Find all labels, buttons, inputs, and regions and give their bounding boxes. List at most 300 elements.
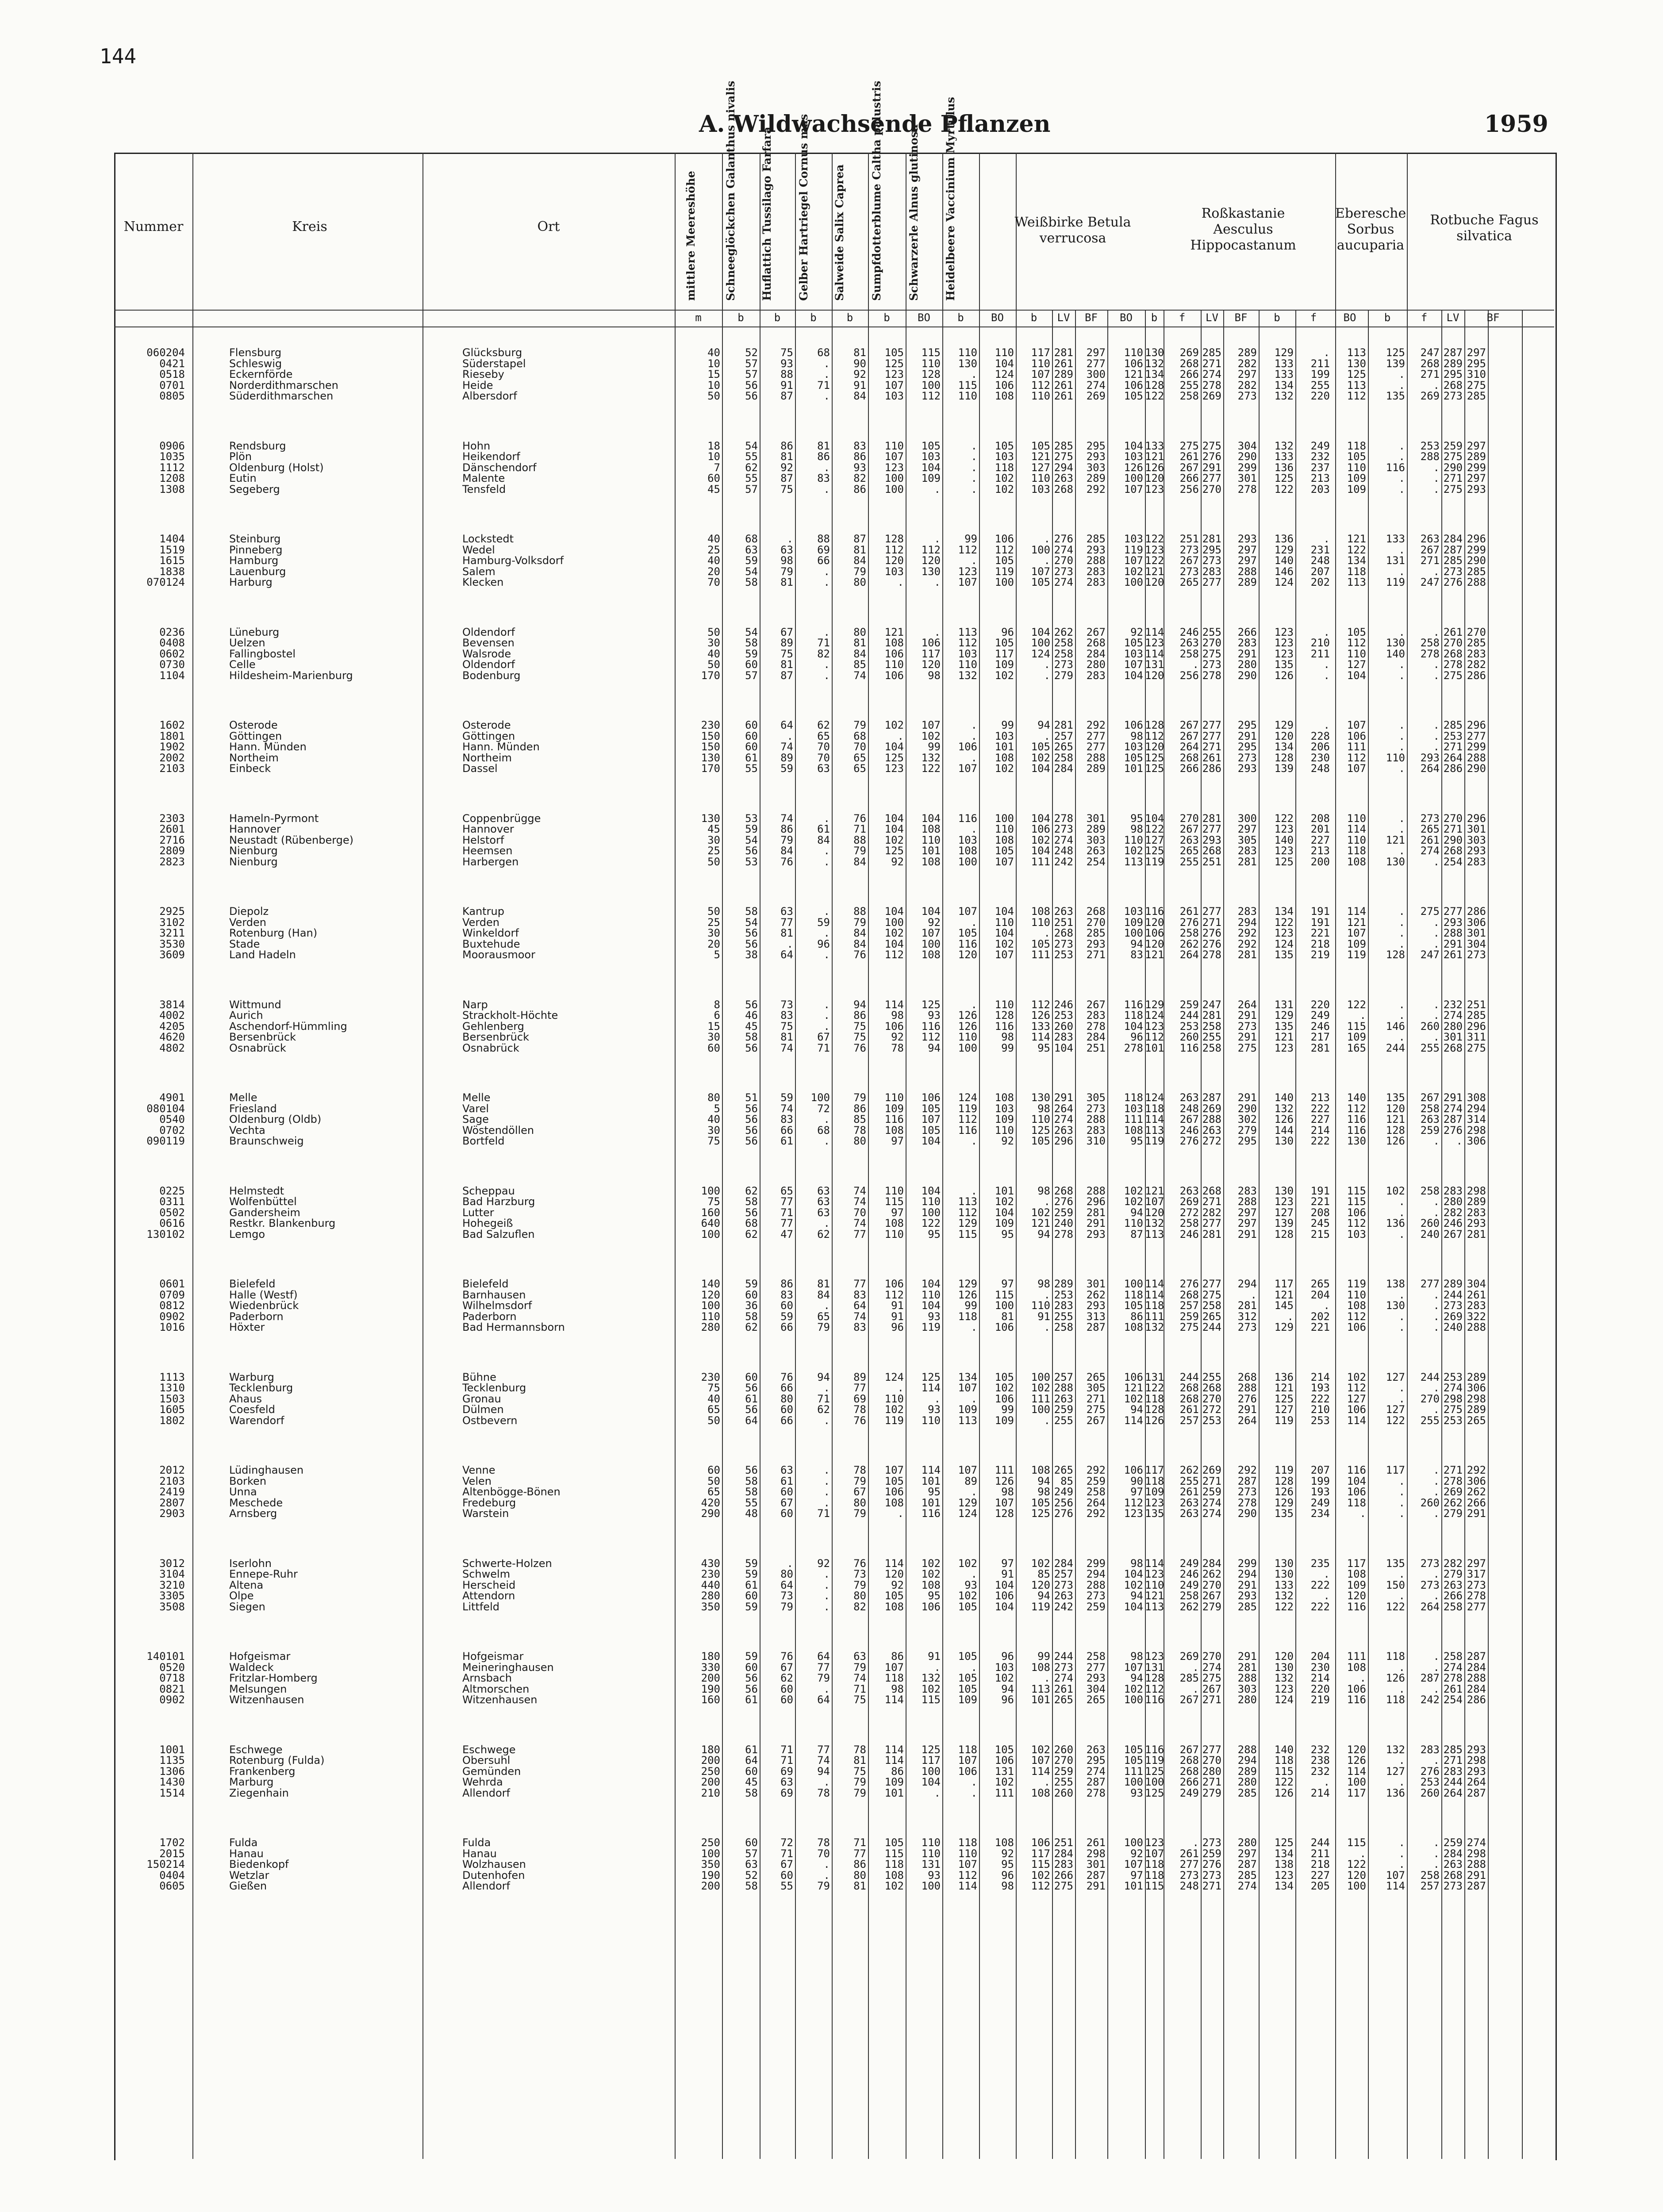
- cell-value: 116: [995, 1020, 1014, 1033]
- cell-value: 211: [1310, 1847, 1330, 1860]
- cell-value: 260: [1054, 1743, 1073, 1756]
- cell-value: 100: [1124, 576, 1143, 588]
- cell-value: 93: [780, 357, 793, 370]
- cell-nummer: 1016: [159, 1321, 185, 1333]
- cell-value: 94: [1001, 1682, 1014, 1695]
- cell-value: 134: [1274, 741, 1294, 753]
- cell-value: 263: [1443, 1858, 1463, 1870]
- cell-value: 267: [1202, 1590, 1221, 1602]
- cell-value: 287: [1086, 1321, 1106, 1333]
- cell-value: 295: [1467, 357, 1486, 370]
- table-row: [114, 1021, 1554, 1032]
- cell-value: 123: [1274, 823, 1294, 835]
- cell-value: .: [1398, 1776, 1405, 1788]
- cell-value: 108: [884, 1124, 904, 1137]
- cell-value: 84: [780, 845, 793, 857]
- cell-kreis: Wolfenbüttel: [229, 1195, 297, 1208]
- cell-value: 45: [745, 1776, 758, 1788]
- cell-value: 64: [817, 1694, 830, 1706]
- cell-value: 71: [817, 379, 830, 392]
- cell-nummer: 0906: [159, 439, 185, 452]
- cell-value: 80: [853, 1590, 866, 1602]
- cell-value: 125: [921, 1743, 941, 1756]
- cell-value: 251: [1179, 533, 1199, 545]
- cell-value: .: [823, 1299, 830, 1312]
- cell-value: 105: [1124, 1743, 1143, 1756]
- cell-value: 308: [1467, 1091, 1486, 1104]
- cell-ort: Dülmen: [462, 1403, 504, 1416]
- cell-value: 263: [1202, 1124, 1221, 1137]
- cell-ort: Tecklenburg: [462, 1382, 526, 1394]
- cell-nummer: 1615: [159, 554, 185, 567]
- cell-value: 268: [1179, 357, 1199, 370]
- cell-value: 94: [817, 1371, 830, 1383]
- cell-value: 81: [853, 346, 866, 359]
- cell-value: 115: [995, 1288, 1014, 1301]
- cell-value: .: [1398, 1310, 1405, 1323]
- cell-value: 298: [1467, 1124, 1486, 1137]
- unit-header-cell: BO: [918, 311, 930, 324]
- cell-value: 299: [1237, 1557, 1257, 1570]
- cell-value: 281: [1237, 949, 1257, 961]
- cell-value: 108: [1347, 1661, 1366, 1674]
- cell-value: 130: [1386, 637, 1405, 649]
- cell-value: 283: [1086, 1009, 1106, 1022]
- cell-value: 268: [1179, 751, 1199, 764]
- cell-value: 86: [853, 1009, 866, 1022]
- cell-value: 85: [853, 1113, 866, 1125]
- cell-value: 102: [995, 1382, 1014, 1394]
- cell-value: 25: [707, 845, 720, 857]
- cell-value: 306: [1467, 1382, 1486, 1394]
- cell-value: 102: [921, 1682, 941, 1695]
- table-row: [114, 1558, 1554, 1569]
- cell-value: 71: [853, 1682, 866, 1695]
- cell-value: 107: [921, 927, 941, 939]
- cell-value: 258: [1054, 751, 1073, 764]
- cell-value: 130: [1274, 1135, 1294, 1147]
- cell-value: 61: [745, 1392, 758, 1405]
- cell-value: 103: [1124, 450, 1143, 463]
- cell-value: 55: [745, 1496, 758, 1509]
- cell-value: 117: [1347, 1786, 1366, 1799]
- cell-value: 165: [1347, 1041, 1366, 1054]
- cell-value: 271: [1443, 472, 1463, 484]
- cell-value: 263: [1054, 1590, 1073, 1602]
- cell-value: 289: [1086, 762, 1106, 775]
- cell-value: 56: [745, 1124, 758, 1137]
- cell-value: 284: [1054, 762, 1073, 775]
- cell-value: 274: [1237, 1880, 1257, 1892]
- cell-value: .: [1433, 1206, 1440, 1219]
- cell-ort: Heemsen: [462, 845, 513, 857]
- cell-value: 58: [745, 1486, 758, 1498]
- cell-value: 56: [745, 1041, 758, 1054]
- cell-value: 274: [1420, 845, 1440, 857]
- cell-value: 61: [745, 1578, 758, 1591]
- cell-value: 123: [1124, 1507, 1143, 1520]
- cell-value: 276: [1202, 1858, 1221, 1870]
- cell-value: 60: [745, 658, 758, 671]
- cell-value: 110: [1124, 1217, 1143, 1229]
- cell-value: 280: [1237, 1694, 1257, 1706]
- cell-nummer: 0520: [159, 1661, 185, 1674]
- cell-value: 285: [1467, 637, 1486, 649]
- cell-value: 94: [1037, 1228, 1050, 1240]
- cell-value: 237: [1310, 461, 1330, 474]
- cell-value: .: [1044, 658, 1050, 671]
- cell-value: 112: [1031, 1880, 1050, 1892]
- table-row: [114, 928, 1554, 938]
- cell-value: 285: [1467, 390, 1486, 402]
- cell-value: 240: [1443, 1321, 1463, 1333]
- cell-ort: Warstein: [462, 1507, 509, 1520]
- cell-value: 120: [884, 554, 904, 567]
- cell-value: 268: [1443, 845, 1463, 857]
- cell-value: 211: [1310, 357, 1330, 370]
- cell-value: 126: [1145, 461, 1164, 474]
- cell-value: .: [971, 1661, 977, 1674]
- cell-value: 65: [853, 751, 866, 764]
- cell-value: 58: [745, 637, 758, 649]
- cell-value: .: [1398, 1661, 1405, 1674]
- cell-value: 140: [1274, 554, 1294, 567]
- cell-value: 274: [1086, 1765, 1106, 1778]
- cell-nummer: 1838: [159, 565, 185, 578]
- cell-value: .: [971, 1392, 977, 1405]
- cell-value: 277: [1420, 1278, 1440, 1290]
- cell-value: 256: [1179, 669, 1199, 682]
- cell-value: 110: [958, 1847, 977, 1860]
- cell-value: 129: [1274, 1009, 1294, 1022]
- cell-value: .: [823, 1568, 830, 1580]
- unit-header-cell: b: [957, 311, 964, 324]
- cell-value: .: [971, 472, 977, 484]
- cell-value: 75: [853, 1765, 866, 1778]
- cell-value: .: [1433, 1288, 1440, 1301]
- cell-value: 249: [1310, 1009, 1330, 1022]
- cell-value: 118: [1145, 1299, 1164, 1312]
- cell-value: 104: [995, 927, 1014, 939]
- cell-value: 284: [1086, 1031, 1106, 1043]
- cell-value: 103: [921, 450, 941, 463]
- cell-value: 117: [1031, 1847, 1050, 1860]
- cell-value: 108: [1124, 1124, 1143, 1137]
- cell-value: 259: [1054, 1403, 1073, 1416]
- cell-value: 107: [958, 1464, 977, 1476]
- cell-ort: Rieseby: [462, 368, 504, 380]
- cell-value: 283: [1237, 845, 1257, 857]
- cell-value: 84: [853, 390, 866, 402]
- cell-value: 71: [780, 1743, 793, 1756]
- cell-value: 122: [1347, 1858, 1366, 1870]
- cell-value: 120: [1274, 730, 1294, 742]
- cell-value: 105: [1031, 1496, 1050, 1509]
- cell-value: .: [1433, 937, 1440, 950]
- cell-value: 108: [884, 1217, 904, 1229]
- cell-value: 297: [1237, 823, 1257, 835]
- cell-value: 119: [1347, 1278, 1366, 1290]
- cell-value: 79: [817, 1321, 830, 1333]
- cell-value: 110: [1347, 647, 1366, 660]
- cell-ort: Gehlenberg: [462, 1020, 524, 1033]
- cell-value: 150: [1386, 1578, 1405, 1591]
- cell-value: 88: [853, 833, 866, 846]
- cell-value: 258: [1202, 1299, 1221, 1312]
- cell-value: 70: [817, 751, 830, 764]
- cell-value: 89: [780, 751, 793, 764]
- year-label: 1959: [1484, 111, 1548, 138]
- cell-value: .: [823, 1113, 830, 1125]
- cell-value: 69: [780, 1765, 793, 1778]
- cell-value: 107: [884, 450, 904, 463]
- cell-value: 301: [1086, 1278, 1106, 1290]
- cell-value: 82: [853, 1600, 866, 1613]
- cell-value: 105: [1031, 1135, 1050, 1147]
- cell-value: 110: [1347, 812, 1366, 825]
- cell-value: 75: [707, 1382, 720, 1394]
- cell-value: 116: [1124, 998, 1143, 1011]
- cell-ort: Littfeld: [462, 1600, 499, 1613]
- cell-value: 127: [1386, 1765, 1405, 1778]
- cell-value: 299: [1237, 461, 1257, 474]
- cell-value: 81: [853, 1880, 866, 1892]
- cell-value: 108: [1031, 905, 1050, 918]
- cell-value: 255: [1054, 1414, 1073, 1427]
- table-row: [114, 659, 1554, 670]
- table-row: [114, 1766, 1554, 1777]
- cell-nummer: 060204: [146, 346, 185, 359]
- cell-value: 285: [1443, 719, 1463, 731]
- cell-value: 93: [1130, 1786, 1143, 1799]
- cell-value: 118: [958, 1836, 977, 1849]
- cell-value: 287: [1420, 1672, 1440, 1684]
- cell-value: .: [1433, 1836, 1440, 1849]
- cell-value: 83: [853, 439, 866, 452]
- cell-value: 286: [1467, 669, 1486, 682]
- cell-kreis: Siegen: [229, 1600, 265, 1613]
- cell-value: 263: [1054, 1124, 1073, 1137]
- cell-value: 271: [1420, 368, 1440, 380]
- cell-value: 118: [995, 461, 1014, 474]
- cell-value: 104: [1124, 669, 1143, 682]
- cell-value: 263: [1443, 1578, 1463, 1591]
- cell-value: 122: [1145, 1382, 1164, 1394]
- cell-value: 112: [1124, 1496, 1143, 1509]
- cell-value: 70: [817, 1847, 830, 1860]
- cell-value: 261: [1179, 1403, 1199, 1416]
- cell-value: .: [823, 1858, 830, 1870]
- cell-value: 136: [1386, 1786, 1405, 1799]
- cell-value: 249: [1179, 1578, 1199, 1591]
- cell-value: 273: [1202, 1869, 1221, 1882]
- cell-value: 60: [707, 1464, 720, 1476]
- cell-value: 115: [958, 1228, 977, 1240]
- table-row: [114, 441, 1554, 451]
- cell-value: 210: [1310, 637, 1330, 649]
- cell-value: 107: [958, 576, 977, 588]
- table-row: [114, 1382, 1554, 1393]
- cell-value: 249: [1054, 1486, 1073, 1498]
- cell-value: 38: [745, 949, 758, 961]
- cell-value: 296: [1086, 1195, 1106, 1208]
- cell-value: 204: [1310, 1288, 1330, 1301]
- cell-value: 280: [1443, 1020, 1463, 1033]
- cell-value: 119: [1031, 1600, 1050, 1613]
- cell-value: 300: [1086, 368, 1106, 380]
- cell-value: 288: [1467, 1672, 1486, 1684]
- cell-value: 106: [1124, 357, 1143, 370]
- cell-value: 102: [1031, 1869, 1050, 1882]
- cell-nummer: 2002: [159, 751, 185, 764]
- cell-value: 106: [884, 669, 904, 682]
- cell-value: 297: [1467, 1557, 1486, 1570]
- cell-value: .: [1360, 1847, 1366, 1860]
- cell-value: 126: [1145, 1414, 1164, 1427]
- table-row: [114, 1415, 1554, 1426]
- cell-value: 70: [817, 741, 830, 753]
- cell-value: 102: [1347, 1371, 1366, 1383]
- cell-value: 52: [745, 346, 758, 359]
- cell-value: 258: [1179, 927, 1199, 939]
- table-row: [114, 347, 1554, 358]
- cell-ort: Osnabrück: [462, 1041, 519, 1054]
- cell-value: 206: [1310, 741, 1330, 753]
- cell-value: 288: [1443, 927, 1463, 939]
- cell-value: 222: [1310, 1102, 1330, 1115]
- cell-value: 267: [1086, 1414, 1106, 1427]
- cell-value: 112: [921, 1031, 941, 1043]
- cell-value: 63: [817, 1195, 830, 1208]
- cell-value: 126: [958, 1288, 977, 1301]
- cell-value: 99: [1001, 1041, 1014, 1054]
- cell-value: 289: [1054, 368, 1073, 380]
- cell-value: 101: [995, 1184, 1014, 1197]
- cell-value: 123: [1274, 626, 1294, 638]
- cell-value: 84: [853, 554, 866, 567]
- cell-value: 79: [853, 1475, 866, 1487]
- cell-value: 64: [745, 1754, 758, 1767]
- cell-value: 304: [1237, 439, 1257, 452]
- table-row: [114, 1476, 1554, 1486]
- cell-value: .: [1433, 1299, 1440, 1312]
- cell-value: 106: [1124, 379, 1143, 392]
- cell-value: 102: [1031, 1382, 1050, 1394]
- cell-value: 267: [1179, 554, 1199, 567]
- cell-value: 244: [1443, 1288, 1463, 1301]
- cell-value: 268: [1054, 483, 1073, 495]
- cell-value: 81: [780, 658, 793, 671]
- cell-value: 277: [1467, 730, 1486, 742]
- cell-value: 289: [1054, 1278, 1073, 1290]
- cell-value: 246: [1443, 1217, 1463, 1229]
- cell-value: 113: [958, 1195, 977, 1208]
- cell-value: 61: [745, 751, 758, 764]
- cell-value: 107: [1347, 762, 1366, 775]
- cell-value: 112: [1347, 1310, 1366, 1323]
- cell-value: 123: [884, 461, 904, 474]
- cell-value: 146: [1274, 565, 1294, 578]
- cell-value: 74: [853, 1672, 866, 1684]
- cell-value: 270: [1054, 554, 1073, 567]
- cell-value: 256: [1054, 1496, 1073, 1509]
- cell-value: 278: [1237, 1496, 1257, 1509]
- cell-kreis: Ennepe-Ruhr: [229, 1568, 298, 1580]
- cell-value: 270: [1443, 637, 1463, 649]
- cell-value: 102: [921, 730, 941, 742]
- cell-value: 118: [1124, 1009, 1143, 1022]
- cell-value: 276: [1443, 576, 1463, 588]
- cell-value: 122: [1347, 543, 1366, 556]
- cell-value: 288: [1420, 450, 1440, 463]
- cell-value: 52: [745, 1869, 758, 1882]
- cell-value: .: [823, 949, 830, 961]
- cell-value: .: [1433, 461, 1440, 474]
- cell-value: 270: [1179, 812, 1199, 825]
- table-row: [114, 1777, 1554, 1787]
- cell-value: 60: [707, 472, 720, 484]
- cell-value: 258: [1202, 1020, 1221, 1033]
- cell-value: 269: [1202, 390, 1221, 402]
- cell-nummer: 0421: [159, 357, 185, 370]
- cell-value: 118: [1386, 1650, 1405, 1663]
- cell-value: .: [1433, 1858, 1440, 1870]
- cell-value: .: [1433, 1507, 1440, 1520]
- cell-value: 276: [1202, 450, 1221, 463]
- cell-value: 129: [1274, 719, 1294, 731]
- cell-value: 102: [1124, 1578, 1143, 1591]
- cell-value: 258: [1054, 647, 1073, 660]
- cell-value: 218: [1310, 1858, 1330, 1870]
- cell-value: 112: [1145, 730, 1164, 742]
- cell-value: 303: [1237, 1682, 1257, 1695]
- cell-value: 100: [921, 937, 941, 950]
- cell-kreis: Fallingbostel: [229, 647, 296, 660]
- cell-value: 54: [745, 439, 758, 452]
- cell-value: .: [787, 730, 793, 742]
- cell-value: 263: [1420, 533, 1440, 545]
- cell-value: 280: [1443, 1195, 1463, 1208]
- cell-value: 265: [1467, 1414, 1486, 1427]
- cell-value: 64: [780, 719, 793, 731]
- cell-value: 122: [1145, 554, 1164, 567]
- cell-value: 279: [1443, 1568, 1463, 1580]
- cell-value: 259: [1443, 439, 1463, 452]
- cell-value: 273: [1179, 543, 1199, 556]
- cell-value: 6: [714, 1009, 720, 1022]
- cell-value: .: [823, 1776, 830, 1788]
- table-row: [114, 462, 1554, 473]
- cell-nummer: 1602: [159, 719, 185, 731]
- cell-value: 258: [1420, 1102, 1440, 1115]
- cell-value: 269: [1202, 1464, 1221, 1476]
- cell-value: 79: [780, 833, 793, 846]
- cell-value: 244: [1202, 1321, 1221, 1333]
- cell-value: 96: [1001, 626, 1014, 638]
- cell-value: 83: [780, 1113, 793, 1125]
- cell-value: 108: [995, 833, 1014, 846]
- cell-value: 115: [958, 379, 977, 392]
- cell-value: 267: [1443, 1228, 1463, 1240]
- cell-value: 294: [1467, 1102, 1486, 1115]
- cell-value: 265: [1086, 1694, 1106, 1706]
- cell-value: 259: [1086, 1475, 1106, 1487]
- cell-kreis: Tecklenburg: [229, 1382, 293, 1394]
- cell-value: 111: [1347, 1650, 1366, 1663]
- cell-value: 110: [884, 1091, 904, 1104]
- cell-value: 106: [1031, 823, 1050, 835]
- cell-value: 277: [1202, 1743, 1221, 1756]
